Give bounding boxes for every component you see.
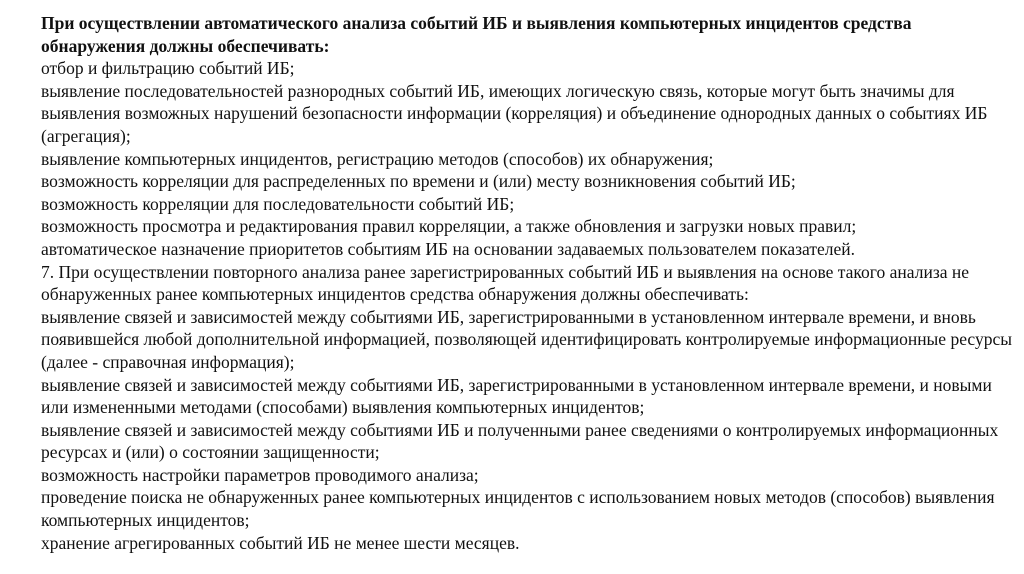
list-item: отбор и фильтрацию событий ИБ; [41, 58, 295, 79]
list-item: возможность настройки параметров проводимого анализа; [41, 464, 479, 485]
list-item: автоматическое назначение приоритетов событиям ИБ на основании задаваемых пользователем показателей. [41, 238, 856, 259]
list-item: возможность просмотра и редактирования правил корреляции, а также обновления и загрузки новых правил; [41, 216, 857, 237]
list-item: проведение поиска не обнаруженных ранее компьютерных инцидентов с использованием новых методов (способов) выявления компьютерных инцидентов; [41, 487, 995, 531]
list-item: возможность корреляции для распределенных по времени и (или) месту возникновения событий ИБ; [41, 171, 796, 192]
section-7-intro: 7. При осуществлении повторного анализа ранее зарегистрированных событий ИБ и выявления на основе такого анализа не обнаруженных ранее компьютерных инцидентов средства обнаружения должны обеспечивать: [41, 261, 970, 305]
section-heading: При осуществлении автоматического анализа событий ИБ и выявления компьютерных инцидентов средства обнаружения должны обеспечивать: [41, 13, 912, 56]
list-item: выявление связей и зависимостей между событиями ИБ, зарегистрированными в установленном интервале времени, и новыми или измененными методами (способами) выявления компьютерных инцидентов; [41, 374, 992, 418]
list-item: выявление связей и зависимостей между событиями ИБ и полученными ранее сведениями о контролируемых информационных ресурсах и (или) о состоянии защищенности; [41, 419, 999, 463]
list-item: хранение агрегированных событий ИБ не менее шести месяцев. [41, 532, 520, 553]
list-item: выявление компьютерных инцидентов, регистрацию методов (способов) их обнаружения; [41, 148, 714, 169]
list-item: выявление связей и зависимостей между событиями ИБ, зарегистрированными в установленном интервале времени, и вновь появившейся любой дополнительной информацией, позволяющей идентифицировать контролируемые информационные ресурсы (далее - справочная информация); [41, 306, 1012, 372]
list-item: выявление последовательностей разнородных событий ИБ, имеющих логическую связь, которые могут быть значимы для выявления возможных нарушений безопасности информации (корреляция) и объединение однородных данных о событиях ИБ (агрегация); [41, 80, 988, 146]
list-item: возможность корреляции для последовательности событий ИБ; [41, 193, 515, 214]
